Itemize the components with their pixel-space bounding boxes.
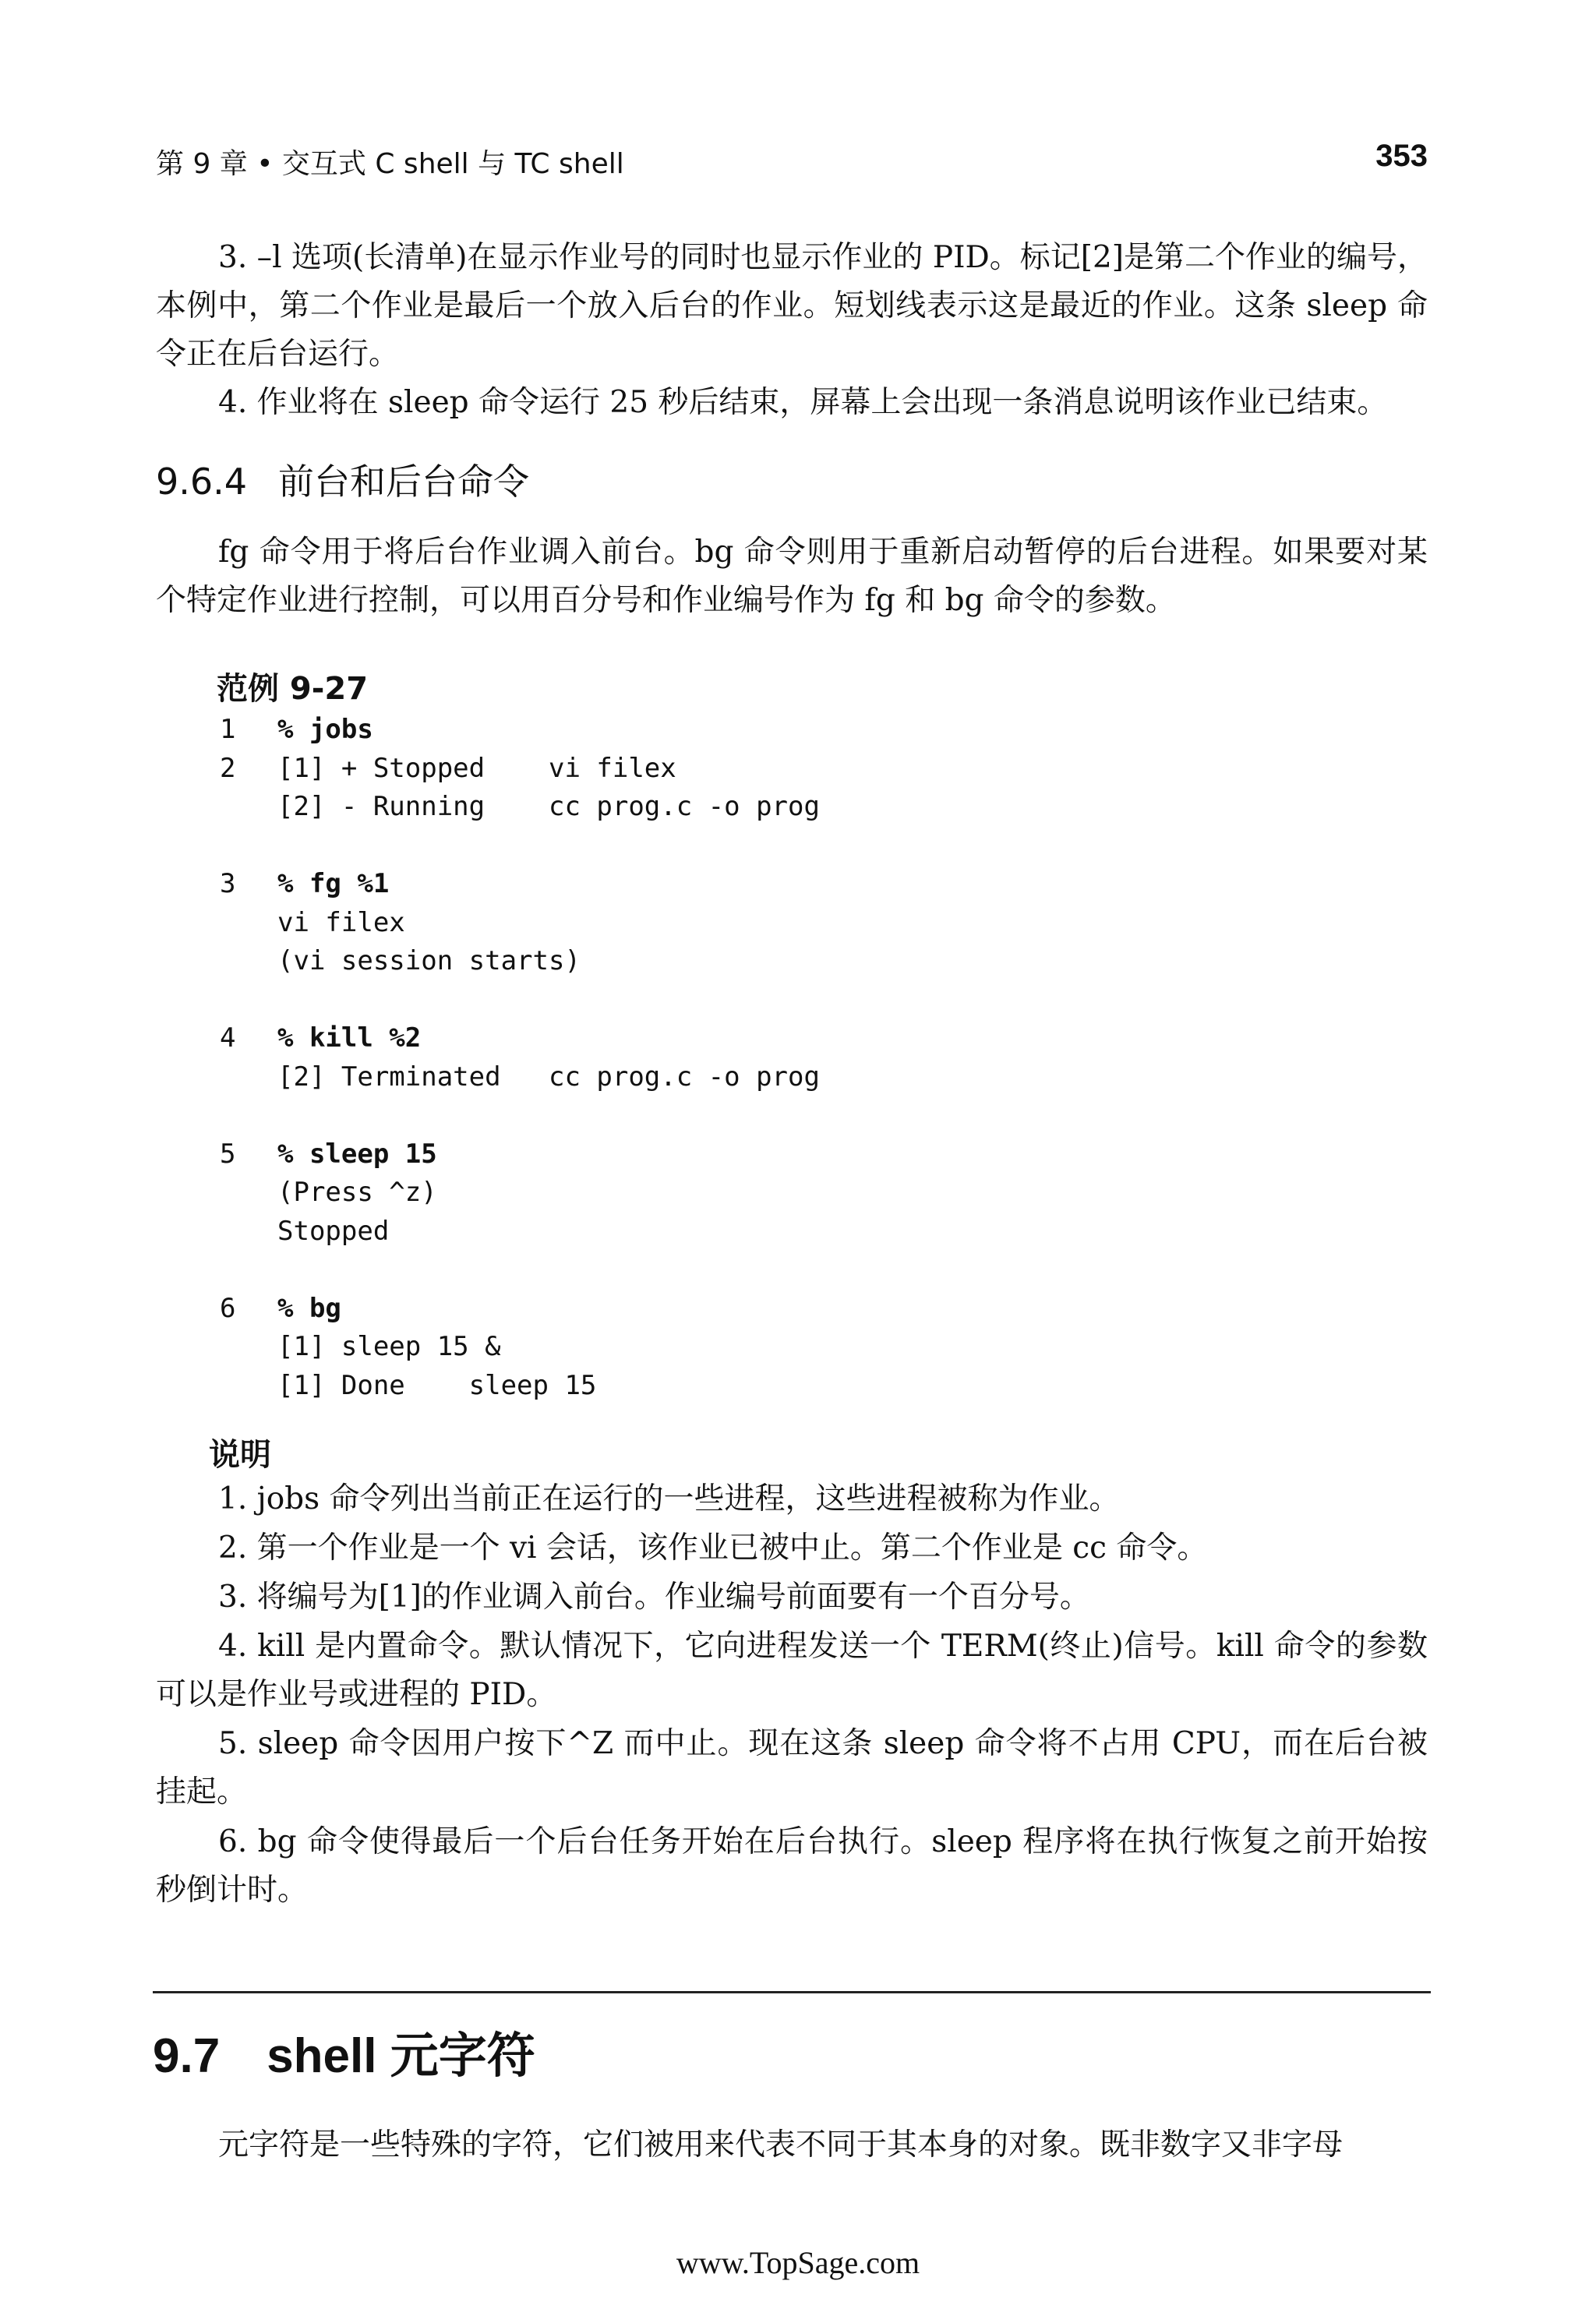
code-line — [220, 1290, 1389, 1329]
note-item: 4. kill 是内置命令。默认情况下，它向进程发送一个 TERM(终止)信号。kill 命令的参数可以是作业号或进程的 PID。 — [156, 1629, 1428, 1712]
note-item: 3. 将编号为[1]的作业调入前台。作业编号前面要有一个百分号。 — [218, 1580, 1090, 1615]
code-output: vi filex — [277, 906, 405, 938]
code-line — [220, 904, 1389, 943]
line-number: 1 — [220, 714, 236, 745]
code-line — [220, 1328, 1389, 1367]
code-line — [220, 750, 1389, 789]
section-body: 元字符是一些特殊的字符，它们被用来代表不同于其本身的对象。既非数字又非字母 — [218, 2127, 1344, 2162]
code-line — [220, 1367, 1389, 1406]
running-header: 第 9 章 • 交互式 C shell 与 TC shell — [156, 148, 624, 180]
code-line — [220, 942, 1389, 981]
note-item: 1. jobs 命令列出当前正在运行的一些进程，这些进程被称为作业。 — [218, 1481, 1120, 1516]
code-line — [220, 1058, 1389, 1097]
code-line — [220, 1251, 1389, 1290]
code-output: (Press ^z) — [277, 1177, 437, 1208]
line-number: 6 — [220, 1292, 236, 1324]
notes-title: 说明 — [209, 1437, 271, 1473]
section-body: fg 命令用于将后台作业调入前台。bg 命令则用于重新启动暂停的后台进程。如果要对某个特定作业进行控制，可以用百分号和作业编号作为 fg 和 bg 命令的参数。 — [156, 535, 1428, 618]
code-line — [220, 1019, 1389, 1058]
section-title: 前台和后台命令 — [278, 461, 530, 503]
code-output: (vi session starts) — [277, 945, 581, 976]
code-command: % kill %2 — [277, 1022, 422, 1054]
code-line — [220, 1135, 1389, 1174]
code-line — [220, 981, 1389, 1020]
code-command: % fg %1 — [277, 868, 390, 899]
section-number: 9.6.4 — [156, 461, 248, 503]
intro-paragraph-4: 4. 作业将在 sleep 命令运行 25 秒后结束，屏幕上会出现一条消息说明该作业已结束。 — [218, 385, 1388, 420]
line-number: 5 — [220, 1138, 236, 1170]
line-number: 3 — [220, 868, 236, 899]
note-item: 5. sleep 命令因用户按下^Z 而中止。现在这条 sleep 命令将不占用 CPU，而在后台被挂起。 — [156, 1726, 1428, 1809]
section-number: 9.7 — [153, 2029, 221, 2083]
section-title: shell 元字符 — [267, 2029, 535, 2083]
code-output: [1] sleep 15 & — [277, 1331, 501, 1362]
page-number: 353 — [1375, 139, 1428, 173]
code-line — [220, 1096, 1389, 1135]
footer-url: www.TopSage.com — [676, 2245, 920, 2280]
intro-paragraph-3: 3. –l 选项(长清单)在显示作业号的同时也显示作业的 PID。标记[2]是第二个作业的编号，本例中，第二个作业是最后一个放入后台的作业。短划线表示这是最近的作业。这条 sleep 命令正在后台运行。 — [156, 240, 1428, 372]
code-output: [2] - Running cc prog.c -o prog — [277, 791, 820, 822]
code-line — [220, 1174, 1389, 1213]
code-line — [220, 788, 1389, 827]
code-line — [220, 827, 1389, 866]
example-title: 范例 9-27 — [217, 671, 369, 707]
code-command: % sleep 15 — [277, 1138, 437, 1170]
section-heading-9-6-4 — [156, 454, 529, 505]
line-number: 2 — [220, 752, 236, 784]
code-line — [220, 865, 1389, 904]
code-command: % bg — [277, 1292, 341, 1324]
section-heading-9-7 — [153, 2017, 535, 2086]
code-output: [2] Terminated cc prog.c -o prog — [277, 1061, 820, 1093]
code-listing — [220, 711, 1389, 1405]
line-number: 4 — [220, 1022, 236, 1054]
page-header — [156, 139, 1428, 182]
section-divider — [153, 1991, 1431, 1993]
code-output: [1] + Stopped vi filex — [277, 752, 676, 784]
code-output: Stopped — [277, 1215, 390, 1247]
code-line — [220, 1213, 1389, 1252]
code-command: % jobs — [277, 714, 373, 745]
note-item: 2. 第一个作业是一个 vi 会话，该作业已被中止。第二个作业是 cc 命令。 — [218, 1530, 1208, 1566]
code-line — [220, 711, 1389, 750]
note-item: 6. bg 命令使得最后一个后台任务开始在后台执行。sleep 程序将在执行恢复之前开始按秒倒计时。 — [156, 1824, 1428, 1908]
code-output: [1] Done sleep 15 — [277, 1369, 597, 1401]
